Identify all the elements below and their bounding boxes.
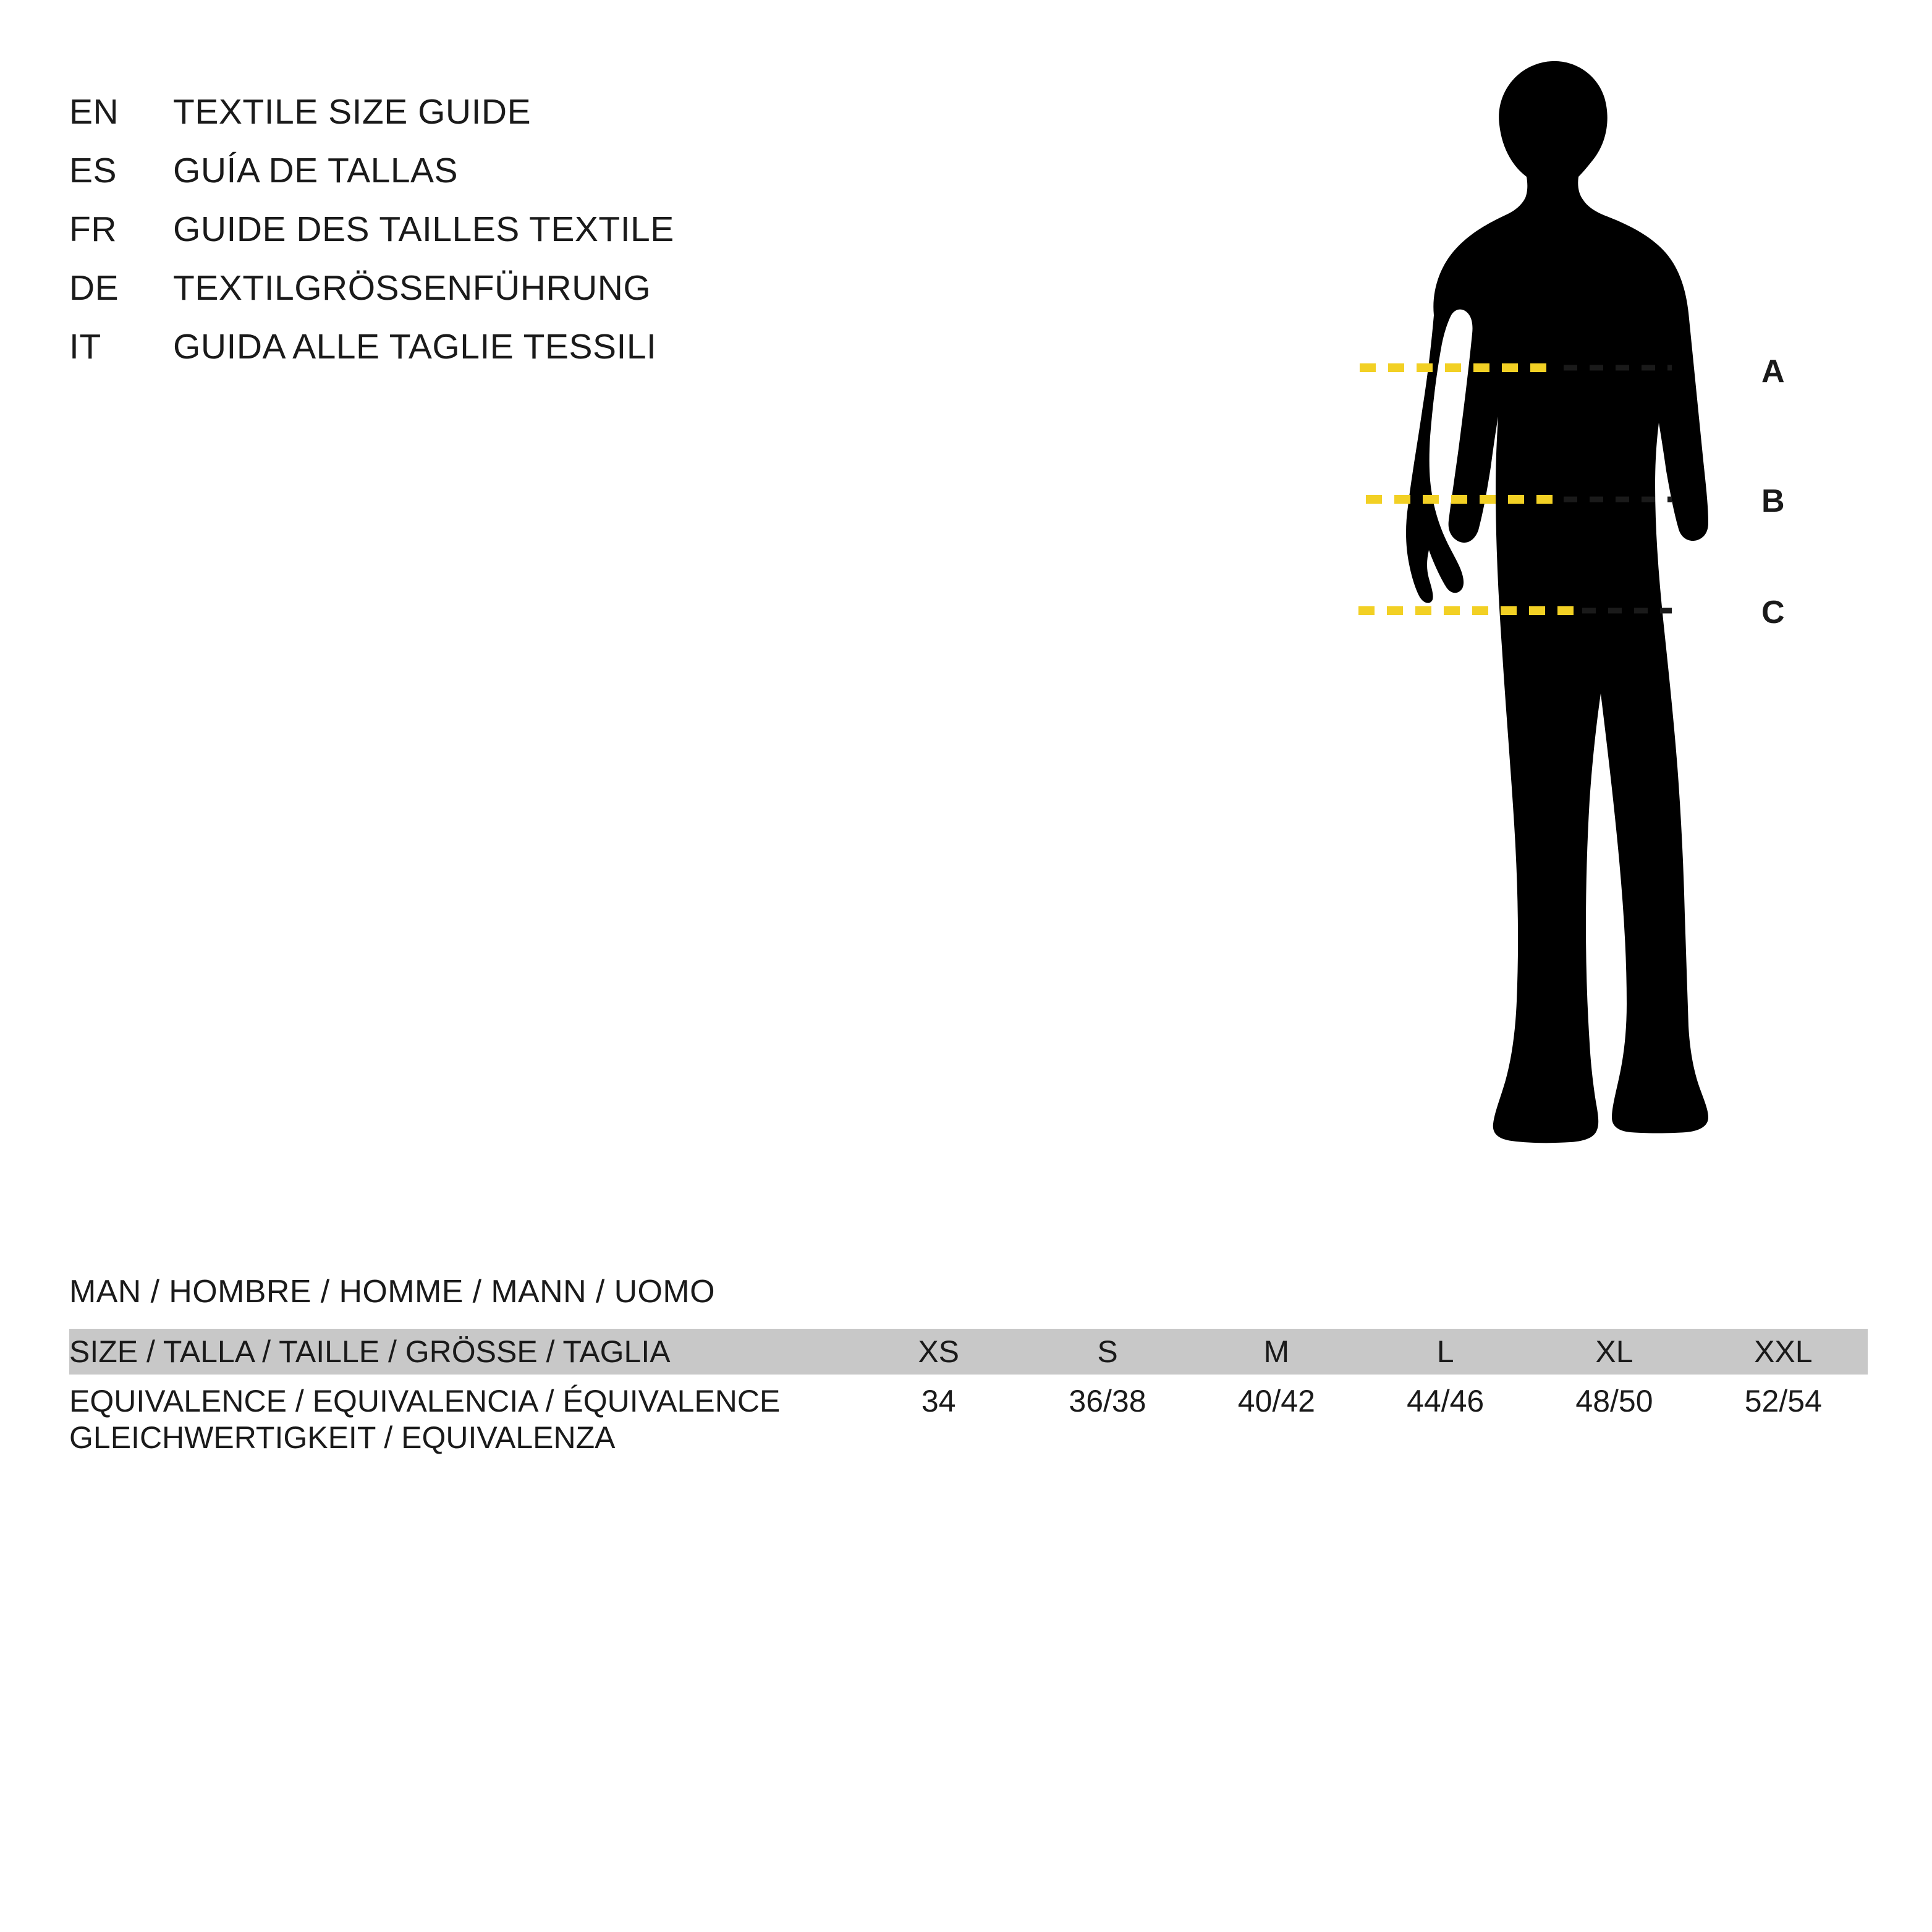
measure-marker-c: C [1761, 595, 1785, 630]
language-legend [69, 91, 873, 385]
equivalence-label-line1: EQUIVALENCE / EQUIVALENCIA / ÉQUIVALENCE [69, 1384, 781, 1418]
measure-marker-a: A [1761, 354, 1785, 389]
legend-code-es: ES [69, 151, 117, 190]
measure-marker-b: B [1761, 483, 1785, 519]
legend-text-es: GUÍA DE TALLAS [173, 151, 459, 190]
header-size-xs: XS [854, 1329, 1023, 1375]
legend-code-de: DE [69, 268, 119, 308]
size-table [69, 1329, 1868, 1456]
legend-row-es [69, 150, 873, 209]
legend-text-fr: GUIDE DES TAILLES TEXTILE [173, 210, 674, 249]
legend-row-fr [69, 209, 873, 268]
legend-row-de [69, 268, 873, 326]
table-caption: MAN / HOMBRE / HOMME / MANN / UOMO [69, 1274, 715, 1310]
header-size-s: S [1023, 1329, 1192, 1375]
equivalence-value-l: 44/46 [1407, 1384, 1485, 1418]
header-size-l: L [1361, 1329, 1530, 1375]
table-header-row [69, 1329, 1868, 1375]
legend-text-it: GUIDA ALLE TAGLIE TESSILI [173, 327, 657, 366]
legend-code-fr: FR [69, 210, 117, 249]
size-table-block [69, 1273, 1868, 1456]
equivalence-value-xxl: 52/54 [1744, 1384, 1822, 1418]
table-row [69, 1375, 1868, 1456]
legend-code-it: IT [69, 327, 101, 366]
equivalence-label-line2: GLEICHWERTIGKEIT / EQUIVALENZA [69, 1420, 616, 1455]
measurement-guides [1286, 43, 1842, 1193]
header-size-xl: XL [1530, 1329, 1698, 1375]
equivalence-value-xs: 34 [921, 1384, 956, 1418]
legend-row-it [69, 326, 873, 385]
body-measurement-figure [1286, 43, 1842, 1193]
legend-text-en: TEXTILE SIZE GUIDE [173, 92, 532, 132]
header-label-cell: SIZE / TALLA / TAILLE / GRÖSSE / TAGLIA [69, 1329, 854, 1375]
legend-code-en: EN [69, 92, 119, 132]
equivalence-value-xl: 48/50 [1575, 1384, 1653, 1418]
equivalence-label-cell [69, 1375, 854, 1456]
equivalence-value-m: 40/42 [1237, 1384, 1315, 1418]
legend-row-en [69, 91, 873, 150]
equivalence-value-s: 36/38 [1069, 1384, 1146, 1418]
header-size-m: M [1192, 1329, 1361, 1375]
header-size-xxl: XXL [1699, 1329, 1868, 1375]
legend-text-de: TEXTILGRÖSSENFÜHRUNG [173, 268, 651, 308]
